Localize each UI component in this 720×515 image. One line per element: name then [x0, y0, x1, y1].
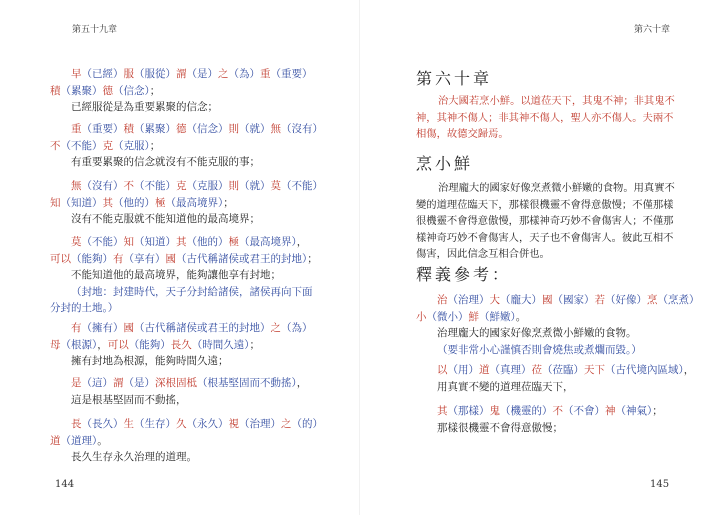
gloss: （就） — [239, 123, 271, 135]
source-word: 極 — [155, 196, 166, 209]
gloss: （知道） — [134, 236, 176, 248]
source-word: 視 — [228, 418, 239, 430]
translation-line: 這是根基堅固而不動搖， — [71, 393, 187, 406]
annotated-line — [50, 66, 313, 83]
punctuation: 。 — [515, 310, 527, 323]
translation-line: 很機靈不會得意傲慢，那樣神奇巧妙不會傷害人；不僅那 — [416, 215, 674, 227]
gloss: （最高境界） — [239, 236, 297, 248]
translation-line: 長久生存永久治理的道理。 — [71, 451, 197, 463]
gloss: （克服） — [186, 180, 229, 192]
gloss: （微小） — [426, 310, 469, 323]
punctuation: ， — [97, 338, 108, 351]
translation-line: 已經服從是為重要累聚的信念； — [71, 101, 218, 113]
source-word: 深根固柢 — [155, 377, 197, 389]
source-word: 克 — [102, 139, 113, 152]
source-word: 無 — [71, 180, 82, 192]
source-word: 國 — [165, 252, 176, 265]
gloss: （信念） — [186, 123, 229, 135]
punctuation: ； — [249, 338, 260, 351]
gloss: （能夠） — [128, 338, 171, 351]
source-word: 早 — [71, 68, 82, 80]
source-word: 重 — [260, 68, 271, 80]
source-word: 可以 — [50, 252, 71, 265]
source-word: 莫 — [270, 180, 281, 192]
punctuation: ； — [223, 196, 234, 209]
annotated-line — [416, 309, 700, 326]
punctuation: ； — [149, 139, 161, 152]
gloss: （累聚） — [60, 84, 103, 97]
gloss: （治理） — [447, 294, 490, 306]
annotated-line — [416, 403, 663, 420]
source-word: 生 — [123, 418, 134, 430]
gloss: （擁有） — [81, 322, 124, 334]
punctuation: ， — [296, 377, 308, 389]
translation-line: 傷害，因此信念互相合併也。 — [416, 248, 550, 260]
source-word: 重 — [71, 123, 82, 135]
source-word: 則 — [228, 180, 239, 192]
source-word: 無 — [270, 123, 281, 135]
annotated-line — [50, 195, 323, 212]
source-word: 有 — [71, 322, 82, 334]
gloss: （國家） — [552, 294, 595, 306]
gloss: （永久） — [186, 418, 229, 430]
gloss: （服從） — [134, 68, 176, 80]
source-word: 不 — [552, 405, 563, 417]
section-title-pengxiaoxian: 烹小鮮 — [416, 154, 474, 173]
translation-line: 治理龐大的國家好像烹煮微小鮮嫩的食物。用真實不 — [438, 182, 675, 194]
gloss: （克服） — [113, 139, 150, 152]
annotated-line — [50, 234, 318, 251]
gloss: （古代稱諸侯或君王的封地） — [134, 322, 271, 334]
gloss: （不能） — [60, 139, 103, 152]
note-line: （要非常小心謹慎否則會燒焦或煮爛而毀。） — [437, 343, 642, 356]
gloss: （治理） — [239, 418, 281, 430]
gloss: （用） — [447, 364, 479, 376]
gloss: （享有） — [123, 252, 166, 265]
gloss: （重要） — [270, 68, 313, 80]
source-word: 鮮 — [468, 310, 479, 323]
right-running-header: 第六十章 — [634, 25, 671, 35]
section-title-notes: 釋義參考： — [416, 265, 512, 284]
gloss: （真理） — [489, 364, 532, 376]
gloss: （根基堅固而不動搖） — [197, 377, 297, 389]
annotated-line — [416, 362, 694, 379]
source-word: 服 — [123, 68, 134, 80]
source-word: 國 — [123, 322, 134, 334]
gloss: （他的） — [186, 236, 229, 248]
gloss: （不能） — [81, 236, 124, 248]
source-word: 久 — [176, 418, 187, 430]
source-word: 積 — [123, 123, 134, 135]
source-word: 莫 — [71, 236, 82, 248]
right-page — [360, 0, 720, 515]
annotation-block — [50, 375, 307, 408]
gloss: （沒有） — [281, 123, 323, 135]
annotated-line — [50, 375, 307, 392]
source-word: 不 — [123, 180, 134, 192]
gloss: （累聚） — [134, 123, 176, 135]
gloss: （道理） — [60, 434, 98, 447]
source-word: 母 — [50, 338, 61, 351]
original-text-line: 相傷，故德交歸焉。 — [416, 128, 509, 140]
gloss: （為） — [228, 68, 260, 80]
source-word: 之 — [270, 322, 281, 334]
gloss: （生存） — [134, 418, 176, 430]
gloss: （能夠） — [71, 252, 113, 265]
translation-line: 沒有不能克服就不能知道他的最高境界； — [71, 213, 260, 225]
source-word: 長 — [71, 418, 82, 430]
gloss: （不能） — [134, 180, 176, 192]
annotation-block — [416, 362, 694, 395]
source-word: 知 — [123, 236, 134, 248]
source-word: 神 — [605, 405, 616, 417]
gloss: （不能） — [281, 180, 323, 192]
source-word: 克 — [176, 180, 187, 192]
annotated-line — [50, 121, 323, 138]
gloss: （根源） — [60, 338, 98, 351]
annotated-line — [50, 178, 323, 195]
source-word: 謂 — [176, 68, 187, 80]
source-word: 之 — [218, 68, 229, 80]
source-word: 莅 — [531, 364, 542, 376]
right-page-number: 145 — [650, 479, 670, 490]
source-word: 不 — [50, 139, 61, 152]
translation-line: 不能知道他的最高境界，能夠讓他享有封地； — [71, 269, 281, 281]
source-word: 極 — [228, 236, 239, 248]
source-word: 其 — [437, 405, 448, 417]
original-text — [416, 93, 675, 143]
source-word: 德 — [176, 123, 187, 135]
annotated-line — [50, 416, 323, 433]
annotation-block — [50, 66, 313, 116]
source-word: 烹 — [647, 294, 658, 306]
source-word: 大 — [489, 294, 500, 306]
left-page-number: 144 — [55, 479, 75, 490]
source-word: 道 — [50, 434, 61, 447]
gloss: （他的） — [113, 196, 155, 209]
original-text-line: 治大國若烹小鮮。以道莅天下，其鬼不神；非其鬼不 — [438, 95, 675, 107]
gloss: （是） — [186, 68, 218, 80]
source-word: 則 — [228, 123, 239, 135]
source-word: 小 — [416, 310, 427, 323]
gloss: （莅臨） — [542, 364, 584, 376]
gloss: （好像） — [605, 294, 647, 306]
annotated-line — [50, 83, 313, 100]
source-word: 積 — [50, 84, 61, 97]
gloss: （鮮嫩） — [479, 310, 516, 323]
gloss: （龐大） — [500, 294, 542, 306]
source-word: 有 — [113, 252, 124, 265]
source-word: 是 — [71, 377, 82, 389]
annotated-line — [50, 251, 318, 268]
annotation-block — [50, 234, 318, 317]
source-word: 以 — [437, 364, 448, 376]
annotated-line — [50, 433, 323, 450]
left-running-header: 第五十九章 — [72, 25, 118, 35]
translation-line: 樣神奇巧妙不會傷害人，天子也不會傷害人。彼此互相不 — [416, 231, 674, 244]
gloss: （神氣） — [615, 405, 653, 417]
gloss: （古代稱諸侯或君王的封地） — [176, 252, 308, 265]
source-word: 其 — [176, 236, 187, 248]
annotation-block — [50, 416, 323, 466]
gloss: （重要） — [81, 123, 124, 135]
source-word: 之 — [281, 418, 292, 430]
source-word: 可以 — [107, 338, 129, 351]
source-word: 天下 — [584, 364, 605, 376]
source-word: 道 — [479, 364, 490, 376]
translation-line: 治理龐大的國家好像烹煮微小鮮嫩的食物。 — [437, 327, 637, 339]
annotation-block — [50, 178, 323, 228]
source-word: 知 — [50, 196, 61, 209]
gloss: （這） — [81, 377, 113, 389]
translation-line: 有重要累聚的信念就沒有不能克服的事； — [71, 156, 260, 168]
punctuation: 。 — [97, 434, 108, 447]
gloss: （就） — [239, 180, 271, 192]
gloss: （不會） — [563, 405, 605, 417]
source-word: 若 — [594, 294, 605, 306]
annotated-line — [50, 138, 323, 155]
annotation-block — [416, 292, 700, 358]
gloss: （烹煮） — [657, 294, 700, 306]
annotation-block — [50, 121, 323, 171]
punctuation: ； — [652, 405, 663, 417]
source-word: 國 — [542, 294, 553, 306]
source-word: 長久 — [170, 338, 192, 351]
annotation-block — [416, 403, 663, 436]
gloss: （古代境內區域） — [605, 364, 684, 376]
annotated-line — [50, 337, 313, 354]
gloss: （時間久遠） — [191, 338, 250, 351]
gloss: （已經） — [81, 68, 124, 80]
punctuation: ， — [683, 364, 695, 376]
translation-line: 擁有封地為根源，能夠時間久遠； — [71, 355, 229, 367]
translation-text — [416, 180, 675, 263]
gloss: （長久） — [81, 418, 124, 430]
gloss: （最高境界） — [165, 196, 224, 209]
gloss: （那樣） — [447, 405, 490, 417]
gloss: （知道） — [60, 196, 103, 209]
source-word: 其 — [102, 196, 113, 209]
source-word: 治 — [437, 294, 448, 306]
translation-line: 用真實不變的道理莅臨天下， — [437, 380, 574, 393]
gloss: （為） — [281, 322, 313, 334]
gloss: （沒有） — [81, 180, 124, 192]
source-word: 鬼 — [489, 405, 500, 417]
gloss: （的） — [291, 418, 323, 430]
note-line: 分封的土地。） — [50, 302, 119, 314]
translation-line: 那樣很機靈不會得意傲慢； — [437, 421, 563, 434]
original-text-line: 神，其神不傷人；非其神不傷人，聖人亦不傷人。夫兩不 — [416, 111, 674, 124]
source-word: 德 — [102, 84, 113, 97]
annotated-line — [416, 292, 700, 309]
gloss: （機靈的） — [500, 405, 553, 417]
punctuation: ； — [307, 252, 318, 265]
gloss: （是） — [123, 377, 155, 389]
translation-line: 變的道理莅臨天下，那樣很機靈不會得意傲慢；不僅那樣 — [416, 198, 674, 211]
note-line: （封地：封建時代，天子分封給諸侯，諸侯再向下面 — [71, 285, 313, 298]
chapter-title: 第六十章 — [416, 69, 493, 88]
punctuation: ； — [149, 84, 161, 97]
annotation-block — [50, 320, 313, 370]
annotated-line — [50, 320, 313, 337]
gloss: （信念） — [113, 84, 150, 97]
source-word: 謂 — [113, 377, 124, 389]
punctuation: ， — [296, 236, 308, 248]
